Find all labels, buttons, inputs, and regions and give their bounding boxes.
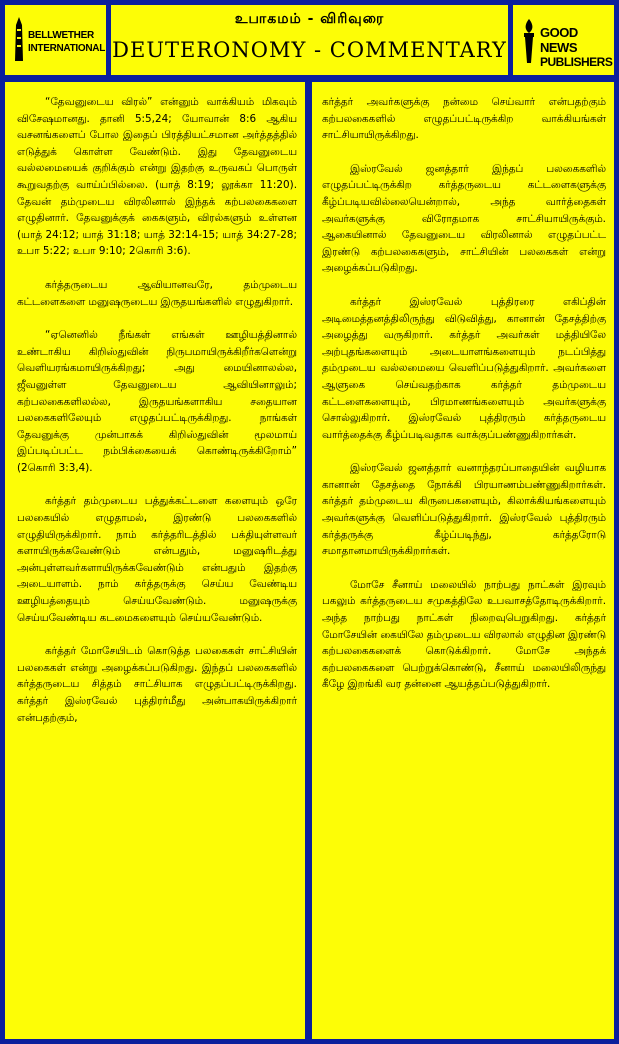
- left-column: [5, 82, 305, 1039]
- torch-icon: [521, 19, 537, 63]
- paragraph: மோசே சீனாய் மலையில் நாற்பது நாட்கள் இரவும் பகலும் கர்த்தருடைய சமுகத்திலே உபவாசத்தோடிருக்கிறார். அந்த நாற்பது நாட்கள் நிறைவுபெறுகிறது. கர்த்தர் மோசேயின் கையிலே தம்முடைய விரலால் எழுதின இரண்டு கற்பலகைகளைக் கொடுக்கிறார். மோசே அந்தக் கற்பலகைகளை பெற்றுக்கொண்டு, சீனாய் மலையிலிருந்து கீழே இறங்கி வர தன்னை ஆயத்தப்படுத்துகிறார்.: [322, 578, 607, 691]
- paragraph: “ஏனெனில் நீங்கள் எங்கள் ஊழியத்தினால் உண்டாகிய கிறிஸ்துவின் நிருபமாயிருக்கிறீர்களென்று வெளியரங்கமாயிருக்கிறது; அது மையினாலல்ல, ஜீவனுள்ள தேவனுடைய ஆவியினாலும்; கற்பலகைகளிலல்ல, இருதயங்களாகிய சதையான பலகைகளிலேயும் எழுதப்பட்டிருக்கிறது. நாங்கள் தேவனுக்கு முன்பாகக் கிறிஸ்துவின் மூலமாய் இப்படிப்பட்ட நம்பிக்கையைக் கொண்டிருக்கிறோம்” (2கொரி 3:3,4).: [17, 329, 297, 474]
- logo-right-line1: GOOD NEWS: [540, 25, 578, 55]
- right-column: [312, 82, 614, 1039]
- paragraph: கர்த்தருடைய ஆவியானவரே, தம்முடைய கட்டளைகளை மனுஷருடைய இருதயங்களில் எழுதுகிறார்.: [17, 278, 297, 308]
- title-tamil: உபாகமம் - விரிவுரை: [234, 11, 385, 27]
- title-banner: [111, 5, 508, 75]
- publisher-logo-left: [5, 5, 106, 75]
- publisher-logo-right: [513, 5, 614, 75]
- paragraph: “தேவனுடைய விரல்” என்னும் வாக்கியம் மிகவும் விசேஷமானது. தானி 5:5,24; யோவான் 8:6 ஆகிய வசனங்களைப் போல இதைப் பிரத்தியட்சமான அர்த்தத்தில் எடுத்துக் கொள்ள வேண்டும். இது தேவனுடைய வல்லமையைக் குறிக்கும் என்று இதற்கு உருவகப் பொருள் கூறுவதற்கு வாய்ப்பில்லை. (யாத் 8:19; லூக்கா 11:20). தேவன் தம்முடைய விரலினால் இந்தக் கற்பலகைகளை எழுதினார். தேவனுக்குக் கைகளும், விரல்களும் உள்ளன (யாத் 24:12; யாத் 31:18; யாத் 32:14-15; யாத் 34:27-28; உபா 5:22; உபா 9:10; 2கொரி 3:6).: [17, 96, 297, 258]
- paragraph: கர்த்தர் மோசேயிடம் கொடுத்த பலகைகள் சாட்சியின் பலகைகள் என்று அழைக்கப்படுகிறது. இந்தப் பலகைகளில் கர்த்தருடைய சித்தம் சாட்சியாக எழுதப்பட்டிருக்கிறது. கர்த்தர் இஸ்ரவேல் புத்திரர்மீது அன்பாகயிருக்கிறார் என்பதற்கும்,: [17, 645, 297, 724]
- title-english: DEUTERONOMY - COMMENTARY: [112, 38, 507, 62]
- paragraph: இஸ்ரவேல் ஜனத்தார் இந்தப் பலகைகளில் எழுதப்பட்டிருக்கிற கர்த்தருடைய கட்டளைகளுக்கு கீழ்ப்படியவில்லையென்றால், அந்த வார்த்தைகள் அவர்களுக்கு விரோதமாக சாட்சியாயிருக்கும். ஆகையினால் தேவனுடைய விரலினால் எழுதப்பட்ட இரண்டு கற்பலகைகளும், சாட்சியின் பலகைகள் என்று அழைக்கப்படுகிறது.: [322, 162, 606, 275]
- paragraph: கர்த்தர் அவர்களுக்கு நன்மை செய்வார் என்பதற்கும் கற்பலகைகளில் எழுதப்பட்டிருக்கிற வாக்கியங்கள் சாட்சியாயிருக்கிறது.: [322, 96, 606, 142]
- tower-icon: [13, 17, 25, 63]
- paragraph: இஸ்ரவேல் ஜனத்தார் வனாந்தரப்பாதையின் வழியாக கானான் தேசத்தை நோக்கி பிரயாணம்பண்ணுகிறார்கள். கர்த்தர் தம்முடைய கிருபைகளையும், கிலாக்கியங்களையும் அவர்களுக்கு வெளிப்படுத்துகிறார். இஸ்ரவேல் புத்திரரும் கர்த்தருக்கு கீழ்ப்படிந்து, கர்த்தரோடு சமாதானமாயிருக்கிறார்கள்.: [322, 462, 606, 558]
- logo-left-line1: BELLWETHER: [28, 30, 94, 41]
- paragraph: கர்த்தர் தம்முடைய பத்துக்கட்டளை களையும் ஒரே பலகையில் எழுதாமல், இரண்டு பலகைகளில் எழுதியிருக்கிறார். நாம் கர்த்தரிடத்தில் பக்தியுள்ளவர் களாயிருக்கவேண்டும் என்பதும், மனுஷரிடத்து அன்புள்ளவர்களாயிருக்கவேண்டும் என்பதும் இதற்கு அடையாளம். நாம் கர்த்தருக்கு செய்ய வேண்டிய ஊழியத்தையும் செய்யவேண்டும். மனுஷருக்கு செய்யவேண்டிய கடமைகளையும் செய்யவேண்டும்.: [17, 495, 297, 624]
- logo-left-line2: INTERNATIONAL: [28, 43, 106, 54]
- logo-right-line2: PUBLISHERS: [540, 55, 613, 69]
- paragraph: கர்த்தர் இஸ்ரவேல் புத்திரரை எகிப்தின் அடிமைத்தனத்திலிருந்து விடுவித்து, கானான் தேசத்திற்கு அழைத்து வருகிறார். கர்த்தர் அவர்கள் மத்தியிலே அற்புதங்களையும் அடையாளங்களையும் நடப்பித்து தம்முடைய வல்லமையை வெளிப்படுத்துகிறார். அவர்களை ஆளுகை செய்வதற்காக கர்த்தர் தம்முடைய கட்டளைகளையும், பிரமாணங்களையும் அவர்களுக்கு சொல்லுகிறார். இஸ்ரவேல் புத்திரரும் கர்த்தருடைய வார்த்தைக்கு கீழ்ப்படிவதாக வாக்குப்பண்ணுகிறார்கள்.: [322, 295, 606, 441]
